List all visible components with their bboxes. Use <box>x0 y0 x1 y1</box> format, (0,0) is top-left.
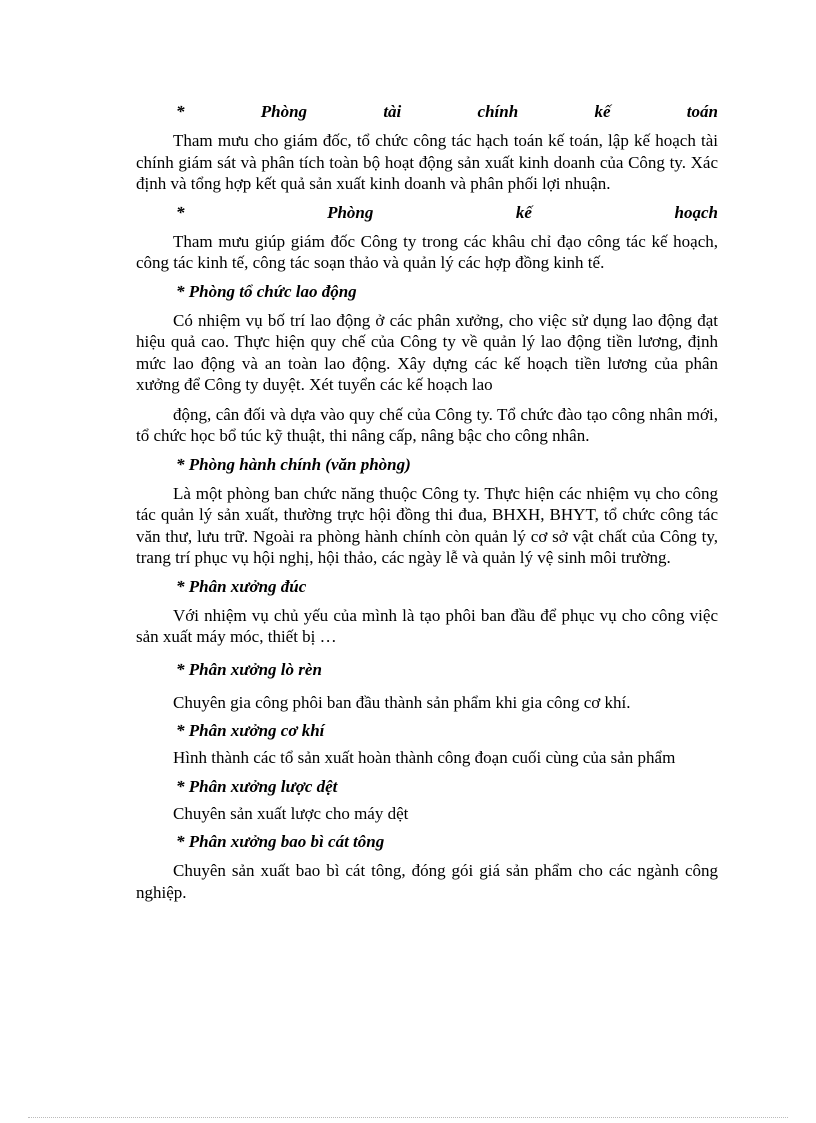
section-heading: * Phân xưởng bao bì cát tông <box>176 832 385 851</box>
section-heading: * Phân xưởng lược dệt <box>176 776 338 796</box>
body-paragraph: Có nhiệm vụ bố trí lao động ở các phân xưởng, cho việc sử dụng lao động đạt hiệu quả cao. Thực hiện quy chế của Công ty về quản lý lao động tiền lương, định mức lao động và an toàn lao động. Xây dựng các kế hoạch tiền lương của phân xưởng để Công ty duyệt. Xét tuyển các kế hoạch lao <box>136 310 718 394</box>
heading-word: kế <box>594 102 611 121</box>
section-heading: * Phân xưởng cơ khí <box>176 721 325 740</box>
body-paragraph: Tham mưu giúp giám đốc Công ty trong các khâu chỉ đạo công tác kế hoạch, công tác kinh tế, công tác soạn thảo và quản lý các hợp đồng kinh tế. <box>136 231 718 272</box>
body-paragraph: Hình thành các tổ sản xuất hoàn thành công đoạn cuối cùng của sản phẩm <box>173 748 676 767</box>
heading-word: Phòng <box>260 102 308 121</box>
section-heading: * Phân xưởng lò rèn <box>176 659 322 679</box>
section-heading <box>136 102 718 122</box>
body-paragraph: Với nhiệm vụ chủ yếu của mình là tạo phôi ban đầu để phục vụ cho công việc sản xuất máy móc, thiết bị … <box>136 605 718 646</box>
heading-word: * <box>176 202 185 222</box>
body-paragraph: Chuyên sản xuất bao bì cát tông, đóng gói giá sản phẩm cho các ngành công nghiệp. <box>136 861 718 902</box>
body-paragraph: Tham mưu cho giám đốc, tổ chức công tác hạch toán kế toán, lập kế hoạch tài chính giám sát và phân tích toàn bộ hoạt động sản xuất kinh doanh của Công ty. Xác định và tổng hợp kết quả sản xuất kinh doanh và phân phối lợi nhuận. <box>136 131 718 193</box>
body-paragraph: Chuyên sản xuất lược cho máy dệt <box>173 803 409 823</box>
body-paragraph: động, cân đối và dựa vào quy chế của Công ty. Tổ chức đào tạo công nhân mới, tổ chức học bổ túc kỹ thuật, thi nâng cấp, nâng bậc cho công nhân. <box>136 404 718 445</box>
section-heading: * Phòng tổ chức lao động <box>176 281 357 301</box>
page-bottom-divider <box>28 1117 788 1118</box>
heading-word: kế <box>515 202 532 222</box>
heading-word: tài <box>383 102 402 121</box>
section-heading: * Phòng hành chính (văn phòng) <box>176 454 411 474</box>
heading-word: * <box>176 102 185 121</box>
heading-word: toán <box>686 102 718 121</box>
document-page <box>136 102 718 903</box>
body-paragraph: Là một phòng ban chức năng thuộc Công ty. Thực hiện các nhiệm vụ cho công tác quản lý sản xuất, thường trực hội đồng thi đua, BHXH, BHYT, tổ chức công tác văn thư, lưu trữ. Ngoài ra phòng hành chính còn quản lý cơ sở vật chất của Công ty, trang trí phục vụ hội nghị, hội thảo, các ngày lễ và quản lý vệ sinh môi trường. <box>136 483 718 567</box>
heading-word: chính <box>477 102 519 121</box>
heading-word: Phòng <box>327 202 374 222</box>
heading-word: hoạch <box>674 202 718 222</box>
section-heading: * Phân xưởng đúc <box>176 576 307 596</box>
body-paragraph: Chuyên gia công phôi ban đầu thành sản phẩm khi gia công cơ khí. <box>173 692 631 712</box>
section-heading <box>136 203 718 223</box>
